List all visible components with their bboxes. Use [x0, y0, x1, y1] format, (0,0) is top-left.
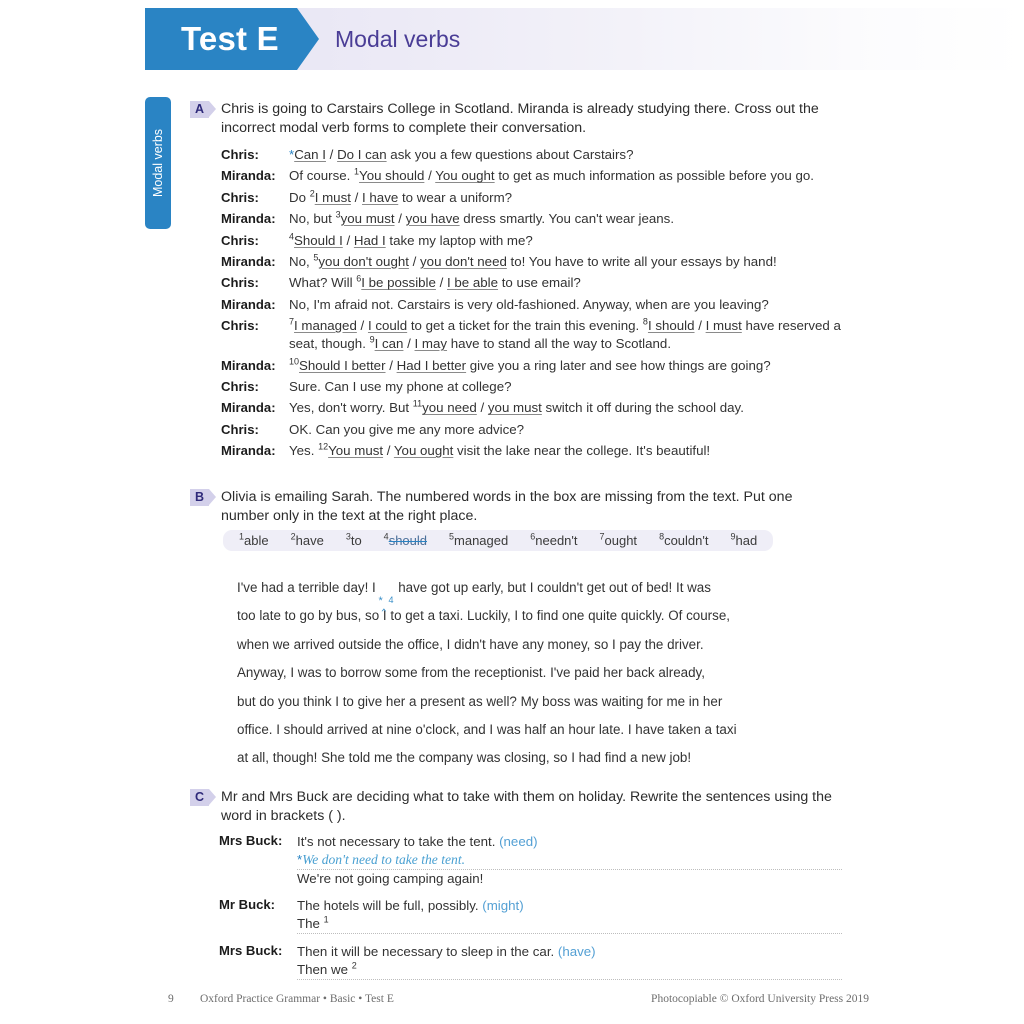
page-footer — [168, 993, 869, 1005]
section-b-badge: B — [190, 489, 209, 506]
dialogue-text: Of course. $^1$You should / You ought to get as much information as possible before you go. — [289, 166, 814, 184]
dialogue-speaker: Miranda: — [221, 168, 276, 184]
section-c-items — [219, 833, 839, 989]
text-line: but do you think I to give her a present as well? My boss was waiting for me in her — [237, 693, 723, 709]
dialogue-line — [221, 232, 841, 250]
dialogue-speaker: Miranda: — [221, 253, 276, 269]
dialogue-text: Yes, don't worry. But $^{11}$you need / you must switch it off during the school day. — [289, 398, 744, 416]
footer-right-text: Photocopiable © Oxford University Press 2019 — [651, 993, 869, 1005]
dialogue-text: *Can I / Do I can ask you a few questions about Carstairs? — [289, 147, 634, 162]
section-a-badge: A — [190, 101, 209, 118]
side-tab — [145, 97, 171, 229]
dialogue-line — [221, 167, 841, 185]
dialogue-line — [221, 274, 841, 292]
word-box-item: $^4$should — [383, 531, 427, 548]
dialogue-line — [221, 296, 841, 314]
section-c-badge: C — [190, 789, 209, 806]
dialogue-speaker: Chris: — [221, 421, 259, 437]
dialogue-speaker: Miranda: — [221, 211, 276, 227]
word-box-item: $^3$to — [345, 531, 362, 548]
section-a-dialogue — [221, 146, 841, 463]
text-line: too late to go by bus, so I to get a taxi. Luckily, I to find one quite quickly. Of course, — [237, 608, 730, 624]
dialogue-speaker: Chris: — [221, 275, 259, 291]
page-title: Modal verbs — [335, 26, 461, 52]
text-line: I've had a terrible day! I * 4 ‸ have got up early, but I couldn't get out of bed! It was — [237, 580, 711, 612]
page-number: 9 — [168, 993, 174, 1005]
rewrite-prompt: Then it will be necessary to sleep in the car. (have) — [297, 944, 596, 959]
dialogue-speaker: Chris: — [221, 232, 259, 248]
section-b-instruction: Olivia is emailing Sarah. The numbered words in the box are missing from the text. Put one number only in the text at the right place. — [221, 489, 793, 524]
word-box-item: $^9$had — [730, 531, 758, 548]
dialogue-line — [221, 378, 841, 396]
dialogue-text: Yes. $^{12}$You must / You ought visit the lake near the college. It's beautiful! — [289, 441, 711, 459]
dialogue-line — [221, 146, 841, 164]
word-box-item: $^7$ought — [599, 531, 638, 548]
banner-arrow-icon — [297, 8, 319, 70]
footer-left-text: Oxford Practice Grammar • Basic • Test E — [200, 993, 394, 1005]
side-tab-label: Modal verbs — [151, 128, 165, 198]
rewrite-speaker: Mrs Buck: — [219, 943, 283, 958]
rewrite-item — [219, 897, 839, 934]
text-line: office. I should arrived at nine o'clock, and I was half an hour late. I have taken a taxi — [237, 721, 737, 737]
rewrite-item — [219, 943, 839, 980]
rewrite-prompt: It's not necessary to take the tent. (need) — [297, 834, 538, 849]
dialogue-line — [221, 399, 841, 417]
dialogue-text: $^4$Should I / Had I take my laptop with me? — [289, 231, 533, 248]
rewrite-speaker: Mrs Buck: — [219, 833, 283, 848]
dialogue-speaker: Miranda: — [221, 296, 276, 312]
dialogue-text: No, but $^3$you must / you have dress smartly. You can't wear jeans. — [289, 209, 675, 227]
word-box-item: $^2$have — [290, 531, 324, 548]
section-b-text — [237, 574, 737, 773]
test-label: Test E — [181, 20, 279, 57]
dialogue-speaker: Chris: — [221, 189, 259, 205]
word-box-item: $^1$able — [239, 531, 269, 548]
dialogue-text: No, $^5$you don't ought / you don't need to! You have to write all your essays by hand! — [289, 252, 777, 269]
text-line: Anyway, I was to borrow some from the receptionist. I've paid her back already, — [237, 665, 705, 681]
rewrite-followup: We're not going camping again! — [297, 871, 484, 886]
dialogue-line — [221, 442, 841, 460]
text-line: at all, though! She told me the company was closing, so I had find a new job! — [237, 750, 692, 766]
rewrite-hint: (need) — [499, 834, 538, 849]
dialogue-text: What? Will $^6$I be possible / I be able to use email? — [289, 273, 581, 291]
answer-line[interactable]: Then we $^2$ — [297, 961, 842, 980]
dialogue-speaker: Miranda: — [221, 357, 276, 373]
dialogue-line — [221, 317, 841, 353]
answer-line[interactable]: The $^1$ — [297, 915, 842, 934]
dialogue-line — [221, 210, 841, 228]
dialogue-line — [221, 189, 841, 207]
page-header-banner — [145, 8, 1024, 70]
dialogue-text: $^{10}$Should I better / Had I better give you a ring later and see how things are going? — [289, 356, 771, 373]
dialogue-line — [221, 421, 841, 439]
section-b-word-box — [223, 530, 773, 551]
dialogue-speaker: Miranda: — [221, 400, 276, 416]
section-c-instruction: Mr and Mrs Buck are deciding what to take with them on holiday. Rewrite the sentences using the word in brackets ( ). — [221, 789, 832, 824]
dialogue-text: Sure. Can I use my phone at college? — [289, 378, 512, 394]
example-answer: We don't need to take the tent. — [302, 852, 466, 867]
dialogue-text: OK. Can you give me any more advice? — [289, 421, 525, 437]
section-a-instruction: Chris is going to Carstairs College in Scotland. Miranda is already studying there. Cross out the incorrect modal verb forms to complete their conversation. — [221, 101, 819, 136]
dialogue-speaker: Miranda: — [221, 443, 276, 459]
rewrite-speaker: Mr Buck: — [219, 897, 276, 912]
word-box-item: $^8$couldn't — [659, 531, 709, 548]
text-line: when we arrived outside the office, I didn't have any money, so I pay the driver. — [237, 636, 704, 652]
dialogue-text: $^7$I managed / I could to get a ticket for the train this evening. $^8$I should / I must have reserved a seat, though. $^9$I can / I may have to stand all the way to Scotland. — [289, 316, 841, 352]
rewrite-hint: (might) — [482, 898, 524, 913]
dialogue-speaker: Chris: — [221, 318, 259, 334]
rewrite-hint: (have) — [557, 944, 596, 959]
dialogue-speaker: Chris: — [221, 378, 259, 394]
dialogue-line — [221, 357, 841, 375]
dialogue-text: No, I'm afraid not. Carstairs is very old-fashioned. Anyway, when are you leaving? — [289, 296, 769, 312]
answer-line[interactable] — [297, 851, 842, 870]
word-box-item: $^6$needn't — [530, 531, 578, 548]
rewrite-prompt: The hotels will be full, possibly. (might) — [297, 898, 524, 913]
dialogue-line — [221, 253, 841, 271]
dialogue-text: Do $^2$I must / I have to wear a uniform? — [289, 188, 513, 205]
example-marker: * — [297, 852, 303, 867]
word-box-item: $^5$managed — [449, 531, 509, 548]
rewrite-item — [219, 833, 839, 888]
dialogue-speaker: Chris: — [221, 147, 259, 162]
